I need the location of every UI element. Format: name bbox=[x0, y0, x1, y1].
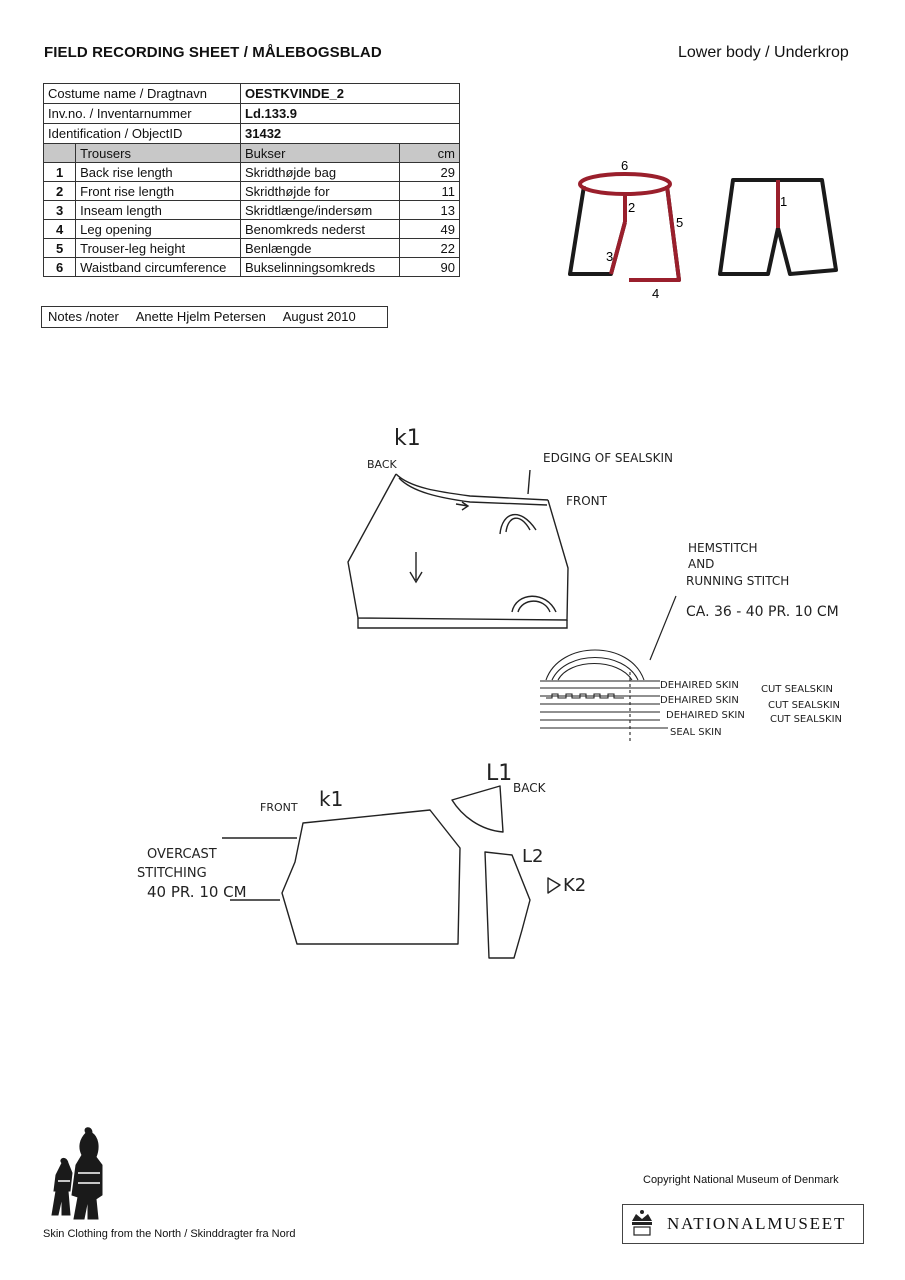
row-english: Leg opening bbox=[76, 220, 241, 239]
sketch-back-top: BACK bbox=[367, 458, 397, 471]
row-danish: Benlængde bbox=[241, 239, 400, 258]
overcast-line-2: STITCHING bbox=[137, 866, 207, 881]
row-cm: 11 bbox=[400, 182, 460, 201]
skin-clothing-caption: Skin Clothing from the North / Skinddragter fra Nord bbox=[43, 1228, 296, 1240]
row-cm: 90 bbox=[400, 258, 460, 277]
row-danish: Benomkreds nederst bbox=[241, 220, 400, 239]
hemstitch-line-2: AND bbox=[688, 557, 715, 571]
notes-date: August 2010 bbox=[282, 309, 356, 324]
sketch-k2: K2 bbox=[563, 875, 587, 896]
row-english: Trouser-leg height bbox=[76, 239, 241, 258]
diagram-label-3: 3 bbox=[606, 249, 614, 264]
trouser-diagram-front bbox=[570, 174, 679, 280]
sketch-back-l1: BACK bbox=[513, 781, 546, 795]
row-danish: Skridthøjde bag bbox=[241, 163, 400, 182]
row-num: 3 bbox=[44, 201, 76, 220]
hemstitch-pointer bbox=[650, 596, 676, 660]
sketch-front-top: FRONT bbox=[566, 494, 607, 508]
info-value: 31432 bbox=[241, 124, 460, 144]
row-cm: 22 bbox=[400, 239, 460, 258]
diagram-label-6: 6 bbox=[621, 158, 629, 173]
layer-label-4: SEAL SKIN bbox=[670, 727, 722, 738]
row-num: 4 bbox=[44, 220, 76, 239]
hemstitch-line-4: CA. 36 - 40 PR. 10 CM bbox=[686, 604, 839, 620]
crown-icon bbox=[629, 1209, 655, 1237]
seam-cross-section bbox=[540, 650, 668, 742]
layer-label-1: DEHAIRED SKIN bbox=[660, 680, 739, 691]
row-num: 1 bbox=[44, 163, 76, 182]
museum-name: NATIONALMUSEET bbox=[667, 1214, 847, 1233]
row-english: Back rise length bbox=[76, 163, 241, 182]
page-title: FIELD RECORDING SHEET / MÅLEBOGSBLAD bbox=[44, 44, 382, 61]
info-label: Inv.no. / Inventarnummer bbox=[44, 104, 241, 124]
header-bukser: Bukser bbox=[241, 144, 400, 163]
sketch-l1: L1 bbox=[486, 761, 513, 786]
sketch-k1-top: k1 bbox=[394, 426, 421, 451]
row-num: 2 bbox=[44, 182, 76, 201]
diagram-label-1: 1 bbox=[780, 194, 788, 209]
skin-clothing-logo-icon bbox=[48, 1125, 128, 1225]
trouser-diagram-back bbox=[720, 180, 836, 274]
cut-label-2: CUT SEALSKIN bbox=[768, 700, 841, 711]
hemstitch-line-3: RUNNING STITCH bbox=[686, 574, 790, 588]
overcast-line-1: OVERCAST bbox=[147, 847, 217, 862]
nationalmuseet-logo bbox=[622, 1204, 864, 1244]
notes-author: Anette Hjelm Petersen bbox=[135, 309, 266, 324]
row-cm: 13 bbox=[400, 201, 460, 220]
hemstitch-line-1: HEMSTITCH bbox=[688, 541, 758, 555]
info-label: Identification / ObjectID bbox=[44, 124, 241, 144]
header-cm: cm bbox=[400, 144, 460, 163]
header-trousers: Trousers bbox=[76, 144, 241, 163]
row-cm: 49 bbox=[400, 220, 460, 239]
cut-label-1: CUT SEALSKIN bbox=[761, 684, 834, 695]
row-num: 6 bbox=[44, 258, 76, 277]
notes-label: Notes /noter bbox=[48, 309, 119, 324]
row-danish: Skridthøjde for bbox=[241, 182, 400, 201]
diagram-label-4: 4 bbox=[652, 286, 660, 301]
sketch-front-bottom: FRONT bbox=[260, 801, 298, 814]
info-label: Costume name / Dragtnavn bbox=[44, 84, 241, 104]
info-value: OESTKVINDE_2 bbox=[241, 84, 460, 104]
row-num: 5 bbox=[44, 239, 76, 258]
row-english: Waistband circumference bbox=[76, 258, 241, 277]
layer-label-2: DEHAIRED SKIN bbox=[660, 695, 739, 706]
row-danish: Bukselinningsomkreds bbox=[241, 258, 400, 277]
sketch-edging-label: EDGING OF SEALSKIN bbox=[543, 451, 674, 465]
overcast-line-3: 40 PR. 10 CM bbox=[147, 883, 247, 901]
sketch-k1-edging bbox=[348, 470, 568, 628]
cut-label-3: CUT SEALSKIN bbox=[770, 714, 843, 725]
diagram-label-2: 2 bbox=[628, 200, 636, 215]
section-title: Lower body / Underkrop bbox=[678, 44, 849, 61]
row-danish: Skridtlænge/indersøm bbox=[241, 201, 400, 220]
diagram-label-5: 5 bbox=[676, 215, 684, 230]
sketch-l2: L2 bbox=[522, 846, 544, 867]
row-english: Front rise length bbox=[76, 182, 241, 201]
info-value: Ld.133.9 bbox=[241, 104, 460, 124]
sketch-k1-bottom: k1 bbox=[319, 787, 344, 811]
copyright-text: Copyright National Museum of Denmark bbox=[643, 1174, 839, 1186]
row-cm: 29 bbox=[400, 163, 460, 182]
row-english: Inseam length bbox=[76, 201, 241, 220]
layer-label-3: DEHAIRED SKIN bbox=[666, 710, 745, 721]
